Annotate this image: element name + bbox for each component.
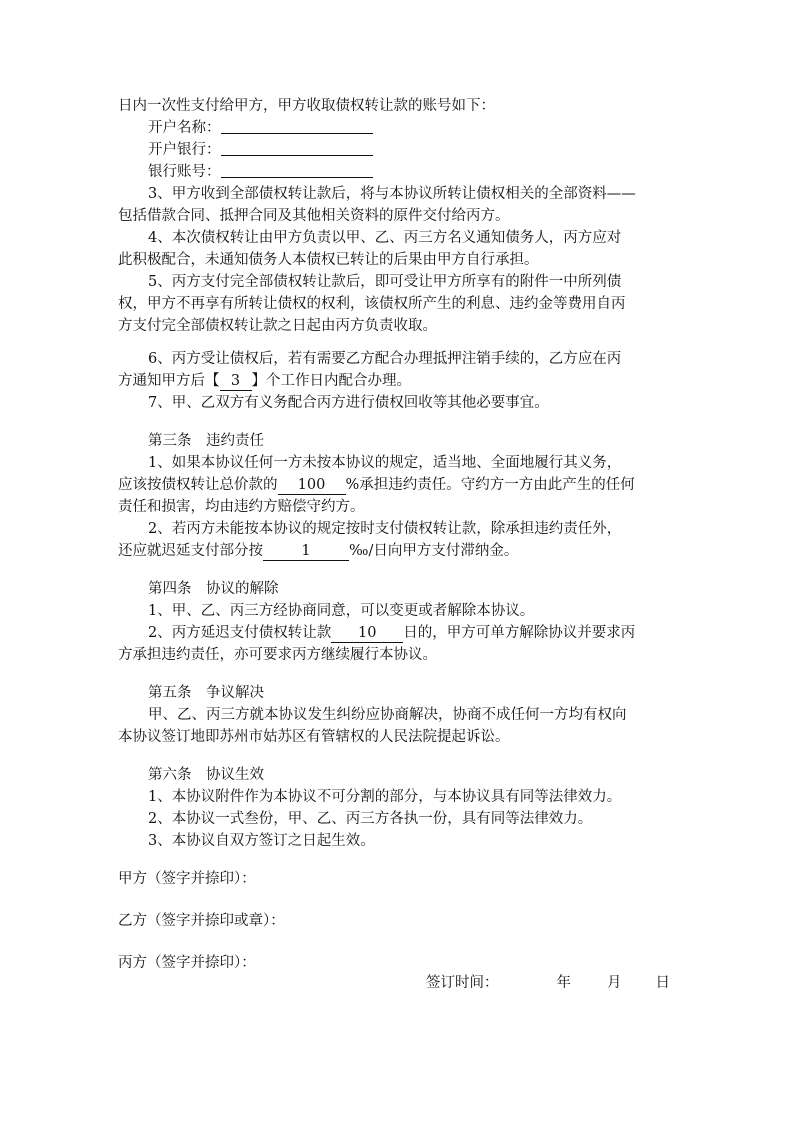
clause-6-text-a: 方通知甲方后【 xyxy=(118,373,220,389)
party-c-signature[interactable]: 丙方（签字并捺印）： xyxy=(118,955,256,971)
article-3-p2-line-1: 2、若丙方未能按本协议的规定按时支付债权转让款，除承担违约责任外， xyxy=(148,521,622,537)
bank-row xyxy=(148,139,373,161)
bank-label: 开户银行： xyxy=(148,142,221,158)
party-a-signature[interactable]: 甲方（签字并捺印）： xyxy=(118,871,256,887)
article-4-p2-text-b: 日的，甲方可单方解除协议并要求丙 xyxy=(403,625,636,641)
date-month[interactable]: 月 xyxy=(607,975,622,991)
article-6-item-2: 2、本协议一式叁份，甲、乙、丙三方各执一份，具有同等法律效力。 xyxy=(148,811,593,827)
date-day[interactable]: 日 xyxy=(655,975,670,991)
clause-6-text-b: 】个工作日内配合办理。 xyxy=(251,373,411,389)
date-year[interactable]: 年 xyxy=(556,975,571,991)
clause-4-line-1: 4、本次债权转让由甲方负责以甲、乙、丙三方名义通知债务人，丙方应对 xyxy=(148,230,622,246)
article-5-line-1: 甲、乙、丙三方就本协议发生纠纷应协商解决，协商不成任何一方均有权向 xyxy=(148,707,627,723)
article-3-p2-text-a: 还应就迟延支付部分按 xyxy=(118,543,263,559)
clause-5-line-3: 方支付完全部债权转让款之日起由丙方负责收取。 xyxy=(118,318,437,334)
clause-5-line-2: 权，甲方不再享有所转让债权的权利，该债权所产生的利息、违约金等费用自丙 xyxy=(118,296,626,312)
payment-intro: 日内一次性支付给甲方，甲方收取债权转让款的账号如下： xyxy=(118,98,495,114)
clause-3-line-1: 3、甲方收到全部债权转让款后，将与本协议所转让债权相关的全部资料—— xyxy=(148,186,636,202)
article-3-p1-line-3: 责任和损害，均由违约方赔偿守约方。 xyxy=(118,499,365,515)
clause-7: 7、甲、乙双方有义务配合丙方进行债权回收等其他必要事宜。 xyxy=(148,395,549,411)
article-3-p1-text-a: 应该按债权转让总价款的 xyxy=(118,477,278,493)
article-4-p2-line-1 xyxy=(148,622,635,644)
article-3-p1-line-1: 1、如果本协议任何一方未按本协议的规定，适当地、全面地履行其义务， xyxy=(148,455,622,471)
signing-date-row xyxy=(426,972,670,994)
article-6-heading: 第六条 协议生效 xyxy=(148,767,264,783)
article-4-heading: 第四条 协议的解除 xyxy=(148,581,279,597)
clause-6-days-value: 3 xyxy=(220,373,252,391)
article-5-heading: 第五条 争议解决 xyxy=(148,685,264,701)
account-number-blank[interactable] xyxy=(221,162,373,178)
account-name-label: 开户名称： xyxy=(148,120,221,136)
article-6-item-1: 1、本协议附件作为本协议不可分割的部分，与本协议具有同等法律效力。 xyxy=(148,789,622,805)
article-6-item-3: 3、本协议自双方签订之日起生效。 xyxy=(148,833,375,849)
account-number-row xyxy=(148,161,373,183)
clause-4-line-2: 此积极配合，未通知债务人本债权已转让的后果由甲方自行承担。 xyxy=(118,252,539,268)
clause-5-line-1: 5、丙方支付完全部债权转让款后，即可受让甲方所享有的附件一中所列债 xyxy=(148,274,622,290)
article-4-p1: 1、甲、乙、丙三方经协商同意，可以变更或者解除本协议。 xyxy=(148,603,535,619)
penalty-percent-value: 100 xyxy=(278,477,346,495)
clause-6-line-1: 6、丙方受让债权后，若有需要乙方配合办理抵押注销手续的，乙方应在丙 xyxy=(148,351,622,367)
account-name-blank[interactable] xyxy=(221,118,373,134)
article-3-p2-line-2 xyxy=(118,540,518,562)
late-fee-permille-value: 1 xyxy=(263,543,349,561)
bank-blank[interactable] xyxy=(221,140,373,156)
article-4-p2-text-a: 2、丙方延迟支付债权转让款 xyxy=(148,625,332,641)
article-3-p1-line-2 xyxy=(118,474,635,496)
article-3-p2-text-b: ‰/日向甲方支付滞纳金。 xyxy=(349,543,519,559)
article-5-line-2: 本协议签订地即苏州市姑苏区有管辖权的人民法院提起诉讼。 xyxy=(118,729,510,745)
account-number-label: 银行账号： xyxy=(148,164,221,180)
article-3-heading: 第三条 违约责任 xyxy=(148,433,264,449)
signing-date-label: 签订时间： xyxy=(426,975,499,991)
article-4-p2-line-2: 方承担违约责任，亦可要求丙方继续履行本协议。 xyxy=(118,647,437,663)
clause-6-line-2 xyxy=(118,370,411,392)
account-name-row xyxy=(148,117,373,139)
party-b-signature[interactable]: 乙方（签字并捺印或章）： xyxy=(118,913,285,929)
delay-days-value: 10 xyxy=(331,625,403,643)
clause-3-line-2: 包括借款合同、抵押合同及其他相关资料的原件交付给丙方。 xyxy=(118,208,510,224)
article-3-p1-text-b: %承担违约责任。守约方一方由此产生的任何 xyxy=(345,477,635,493)
